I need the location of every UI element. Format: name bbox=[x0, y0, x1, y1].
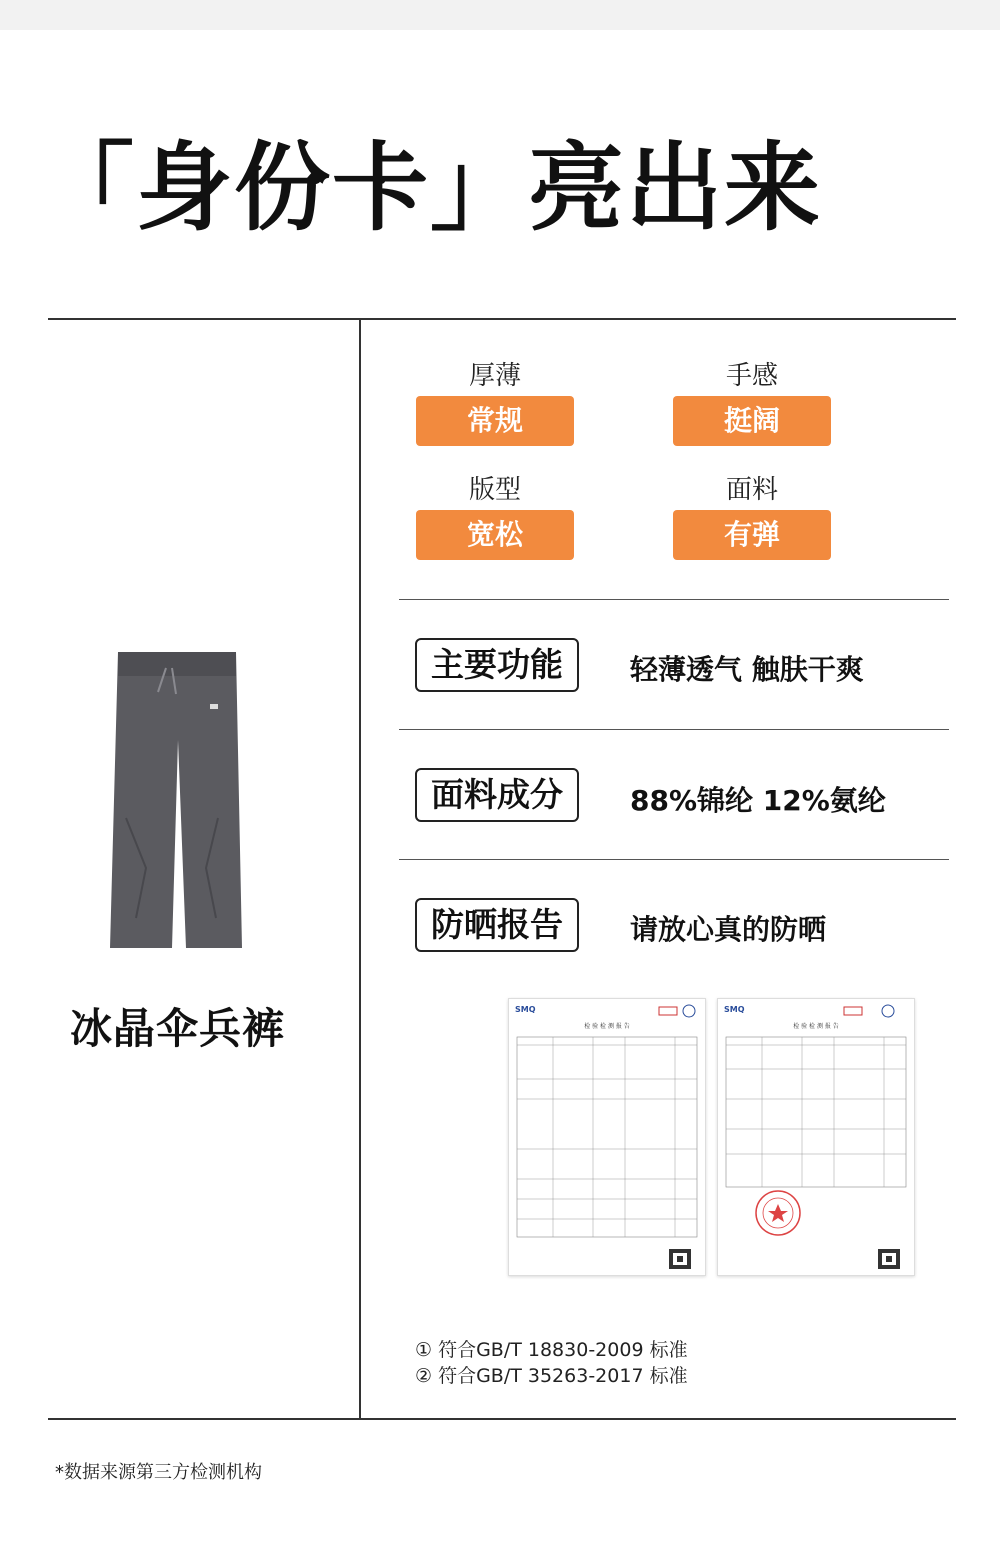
test-report-page-1 bbox=[508, 998, 706, 1276]
report-brand: SMQ bbox=[515, 1005, 536, 1014]
report-title: 检 验 检 测 报 告 bbox=[793, 1023, 839, 1030]
report-brand: SMQ bbox=[724, 1005, 745, 1014]
product-name: 冰晶伞兵裤 bbox=[70, 1004, 286, 1053]
standard-note-2: ② 符合GB/T 35263-2017 标准 bbox=[415, 1365, 688, 1387]
section-divider-2 bbox=[399, 729, 949, 730]
top-divider bbox=[48, 318, 956, 320]
feature-tag-composition: 面料成分 bbox=[415, 768, 579, 822]
feature-value-function: 轻薄透气 触肤干爽 bbox=[630, 653, 864, 686]
product-image bbox=[106, 648, 246, 952]
attr-label-fit: 版型 bbox=[468, 475, 521, 505]
section-divider-1 bbox=[399, 599, 949, 600]
section-divider-3 bbox=[399, 859, 949, 860]
top-bar bbox=[0, 0, 1000, 30]
page-title: 「身份卡」亮出来 bbox=[38, 132, 822, 244]
attr-value-fabric: 有弹 bbox=[673, 510, 831, 560]
report-table-graphic bbox=[718, 999, 914, 1275]
attr-label-feel: 手感 bbox=[725, 361, 778, 391]
attr-label-thickness: 厚薄 bbox=[468, 361, 521, 391]
bottom-divider bbox=[48, 1418, 956, 1420]
feature-tag-function: 主要功能 bbox=[415, 638, 579, 692]
data-source-footnote: *数据来源第三方检测机构 bbox=[55, 1462, 262, 1483]
attr-value-fit: 宽松 bbox=[416, 510, 574, 560]
pants-illustration bbox=[106, 648, 246, 952]
test-report-page-2 bbox=[717, 998, 915, 1276]
column-divider bbox=[359, 318, 361, 1420]
report-table-graphic bbox=[509, 999, 705, 1275]
feature-value-uv-report: 请放心真的防晒 bbox=[630, 913, 827, 946]
standard-note-1: ① 符合GB/T 18830-2009 标准 bbox=[415, 1339, 688, 1361]
attr-value-feel: 挺阔 bbox=[673, 396, 831, 446]
report-title: 检 验 检 测 报 告 bbox=[584, 1023, 630, 1030]
feature-tag-uv-report: 防晒报告 bbox=[415, 898, 579, 952]
feature-value-composition: 88%锦纶 12%氨纶 bbox=[630, 784, 886, 817]
attr-value-thickness: 常规 bbox=[416, 396, 574, 446]
attr-label-fabric: 面料 bbox=[725, 475, 778, 505]
